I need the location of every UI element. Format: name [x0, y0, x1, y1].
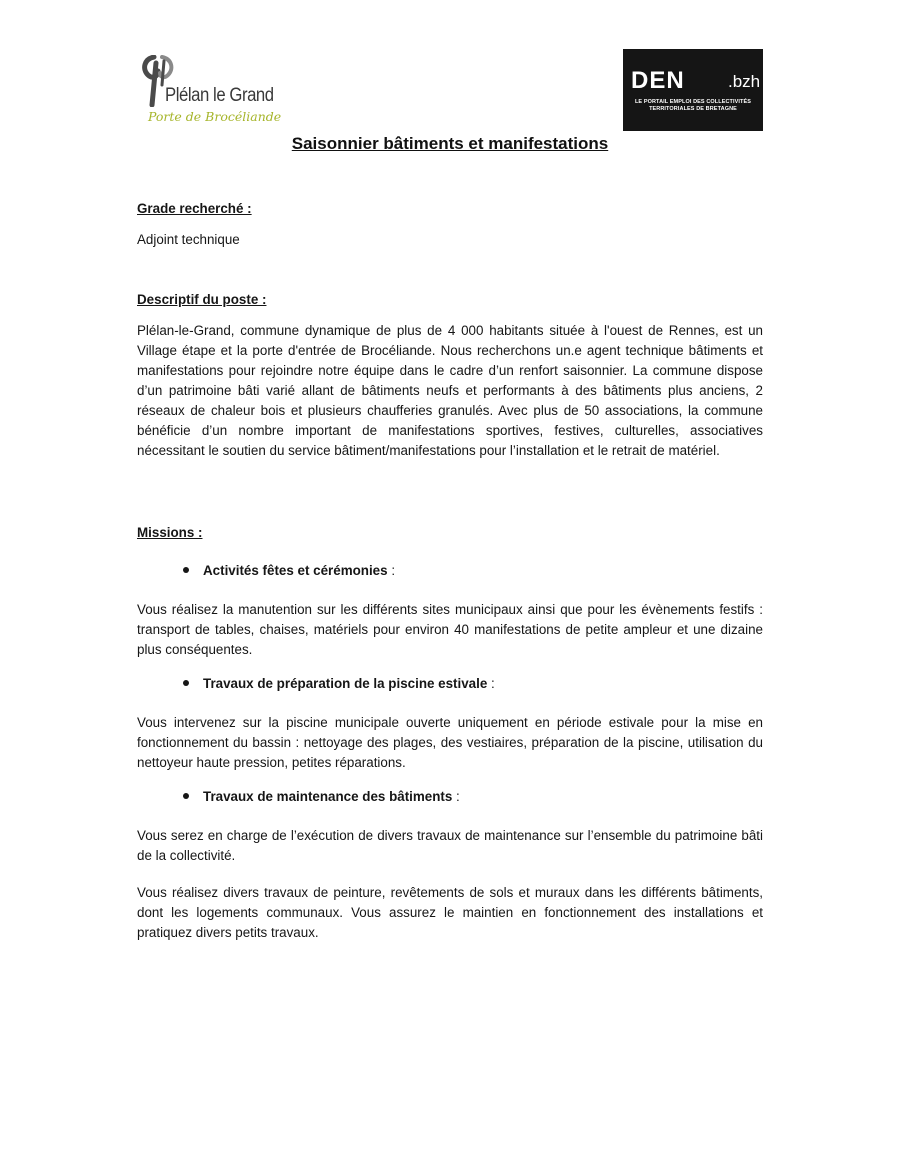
plelan-logo	[140, 55, 300, 127]
plelan-tagline: Porte de Brocéliande	[148, 109, 282, 124]
page-title: Saisonnier bâtiments et manifestations	[291, 134, 609, 153]
mission-bullet-2	[183, 676, 495, 691]
mission-bullet-1	[183, 563, 395, 578]
missions-heading: Missions :	[137, 525, 203, 540]
bullet-icon	[183, 793, 189, 799]
bullet-icon	[183, 567, 189, 573]
plelan-wordmark: Plélan le Grand	[165, 85, 274, 106]
den-tagline-line2: TERRITORIALES DE BRETAGNE	[649, 106, 737, 112]
den-suffix: .bzh	[728, 72, 761, 91]
grade-heading: Grade recherché :	[137, 201, 252, 216]
mission-suffix-2: :	[487, 676, 495, 691]
description-text: Plélan-le-Grand, commune dynamique de plus de 4 000 habitants située à l'ouest de Rennes, est un Village étape et la porte d'entrée de Brocéliande. Nous recherchons un.e agent technique bâtiments et manifestations pour rejoindre notre équipe dans le cadre d’un renfort saisonnier. La commune dispose d’un patrimoine bâti varié allant de bâtiments neufs et performants à des bâtiments plus anciens, 2 réseaux de chaleur bois et plusieurs chaufferies granulés. Avec plus de 50 associations, la commune bénéficie d’un nombre important de manifestations sportives, festives, culturelles, associatives nécessitant le soutien du service bâtiment/manifestations pour l’installation et le retrait de matériel.	[137, 323, 763, 458]
mission-bullet-3	[183, 789, 460, 804]
mission-paragraph-3a: Vous serez en charge de l’exécution de divers travaux de maintenance sur l’ensemble du patrimoine bâti de la collectivité.	[137, 828, 763, 863]
mission-suffix-3: :	[452, 789, 460, 804]
mission-paragraph-1: Vous réalisez la manutention sur les différents sites municipaux ainsi que pour les évènements festifs : transport de tables, chaises, matériels pour environ 40 manifestations de petite ampleur et une dizaine plus conséquentes.	[137, 602, 763, 657]
mission-paragraph-2: Vous intervenez sur la piscine municipale ouverte uniquement en période estivale pour la mise en fonctionnement du bassin : nettoyage des plages, des vestiaires, préparation de la piscine, utilisation du nettoyeur haute pression, petites réparations.	[137, 715, 763, 770]
bullet-icon	[183, 680, 189, 686]
mission-title-2: Travaux de préparation de la piscine estivale	[203, 676, 488, 691]
mission-title-3: Travaux de maintenance des bâtiments	[203, 789, 453, 804]
description-heading: Descriptif du poste :	[137, 292, 267, 307]
den-wordmark: DEN	[631, 67, 685, 94]
mission-paragraph-3b: Vous réalisez divers travaux de peinture, revêtements de sols et muraux dans les différents bâtiments, dont les logements communaux. Vous assurez le maintien en fonctionnement des installations et pratiquez divers petits travaux.	[137, 885, 763, 940]
mission-title-1: Activités fêtes et cérémonies	[203, 563, 388, 578]
den-tagline-line1: LE PORTAIL EMPLOI DES COLLECTIVITÉS	[634, 99, 752, 105]
mission-suffix-1: :	[387, 563, 396, 578]
den-bzh-logo	[623, 49, 763, 131]
grade-value: Adjoint technique	[137, 232, 240, 247]
